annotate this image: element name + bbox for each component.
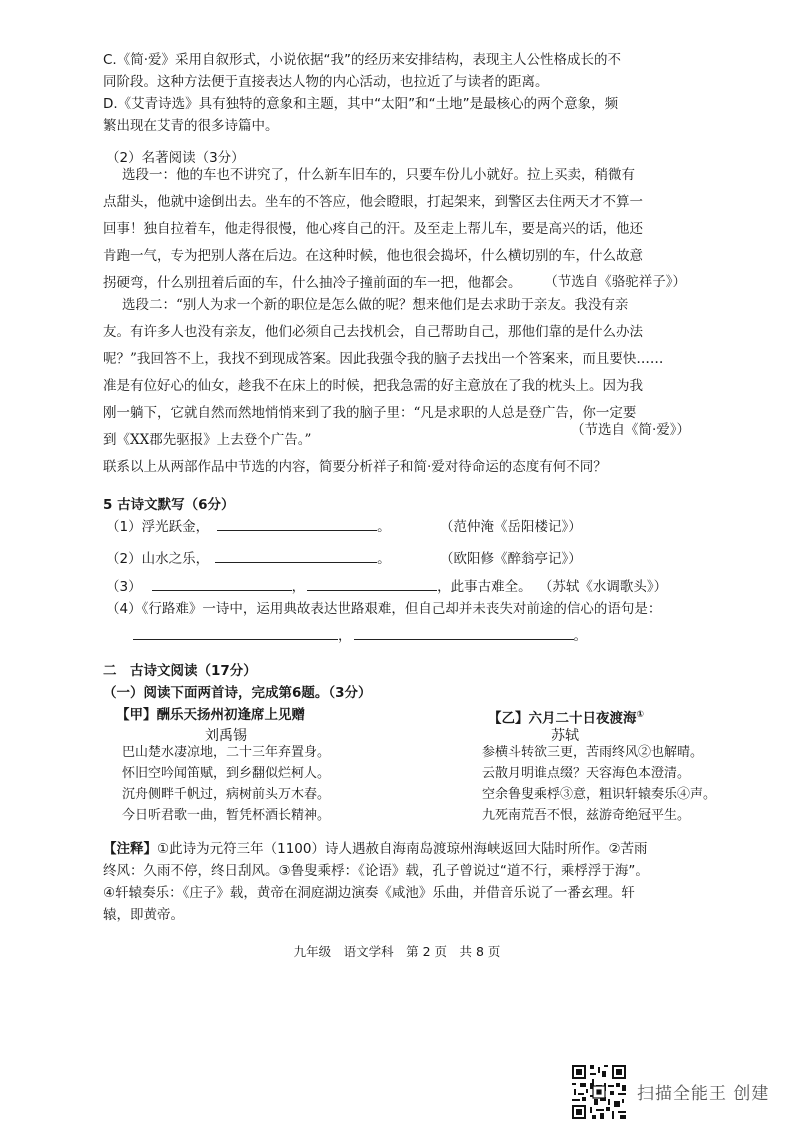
section2-heading: 二 古诗文阅读（17分）: [103, 663, 257, 679]
poem-a-author: 刘禹锡: [205, 728, 247, 744]
poem-b-author: 苏轼: [551, 728, 579, 744]
answer-blank[interactable]: [354, 625, 574, 640]
poem-a-title: 【甲】酬乐天扬州初逢席上见赠: [116, 707, 305, 723]
poem-b-line: 九死南荒吾不恨，兹游奇绝冠平生。: [482, 808, 691, 823]
excerpt1-line: 点甜头，他就中途倒出去。坐车的不答应，他会瞪眼，打起架来，到警区去住两天才不算一: [103, 194, 643, 210]
option-c-line1: C.《简·爱》采用自叙形式，小说依据“我”的经历来安排结构，表现主人公性格成长的不: [103, 52, 621, 68]
excerpt1-line: 拐硬弯，什么别扭着后面的车，什么抽冷子撞前面的车一把，他都会。: [103, 275, 522, 291]
item-separator: ，: [338, 628, 352, 644]
answer-blank[interactable]: [307, 576, 437, 591]
excerpt2-line: 到《XX郡先驱报》上去登个广告。”: [103, 432, 312, 448]
poem-b-line: 云散月明谁点缀？天容海色本澄清。: [482, 766, 691, 781]
q5-item-1: [106, 516, 391, 538]
option-d-line1: D.《艾青诗选》具有独特的意象和主题，其中“太阳”和“土地”是最核心的两个意象，频: [103, 96, 619, 112]
notes-line-1: [103, 838, 648, 860]
item-number: （4）: [106, 601, 142, 617]
item-end: 。: [377, 519, 391, 535]
subsection1-heading: （一）阅读下面两首诗，完成第6题。（3分）: [103, 685, 372, 701]
q5-item-2-source: （欧阳修《醉翁亭记》）: [440, 551, 582, 567]
page-footer: 九年级 语文学科 第 2 页 共 8 页: [293, 944, 501, 959]
notes-text: ①此诗为元符三年（1100）诗人遇赦自海南岛渡琼州海峡返回大陆时所作。②苦雨: [157, 841, 648, 857]
q5-item-4-blanks: [133, 625, 587, 647]
poem-a-line: 怀旧空吟闻笛赋，到乡翻似烂柯人。: [122, 766, 331, 781]
notes-line: ④轩辕奏乐：《庄子》载，黄帝在洞庭湖边演奏《咸池》乐曲，并借音乐说了一番玄理。轩: [103, 885, 635, 901]
excerpt2-line: 呢？”我回答不上，我找不到现成答案。因此我强令我的脑子去找出一个答案来，而且要快……: [103, 351, 664, 367]
option-c-line2: 同阶段。这种方法便于直接表达人物的内心活动，也拉近了与读者的距离。: [103, 74, 549, 90]
item-prompt: 《行路难》一诗中，运用典故表达世路艰难，但自己却并未丧失对前途的信心的语句是：: [141, 601, 662, 617]
excerpt2-line: 准是有位好心的仙女，趁我不在床上的时候，把我急需的好主意放在了我的枕头上。因为我: [103, 378, 643, 394]
excerpt1-source: （节选自《骆驼祥子》）: [544, 274, 686, 290]
q2-question: 联系以上从两部作品中节选的内容，简要分析祥子和简·爱对待命运的态度有何不同？: [103, 459, 607, 475]
answer-blank[interactable]: [133, 625, 338, 640]
item-prompt: 山水之乐，: [141, 551, 210, 567]
poem-b-title-text: 【乙】六月二十日夜渡海: [488, 710, 637, 727]
excerpt2-source: （节选自《简·爱》）: [570, 422, 690, 438]
item-number: （1）: [106, 519, 142, 535]
notes-line: 终风：久雨不停，终日刮风。③鲁叟乘桴：《论语》载，孔子曾说过“道不行，乘桴浮于海”。: [103, 863, 649, 879]
answer-blank[interactable]: [217, 516, 377, 531]
scanner-logo-text: 扫描全能王 创建: [637, 1084, 770, 1104]
item-end: ，此事古难全。: [437, 579, 532, 595]
notes-label: 【注释】: [103, 841, 157, 857]
notes-line: 辕，即黄帝。: [103, 907, 184, 923]
item-end: 。: [573, 628, 587, 644]
poem-b-line: 参横斗转欲三更，苦雨终风②也解晴。: [482, 745, 704, 760]
q5-item-4: [106, 598, 661, 620]
q2-heading: （2）名著阅读（3分）: [106, 150, 245, 166]
item-source: （苏轼《水调歌头》）: [545, 579, 668, 595]
excerpt2-line: 选段二：“别人为求一个新的职位是怎么做的呢？想来他们是去求助于亲友。我没有亲: [122, 297, 629, 313]
item-separator: ，: [291, 579, 306, 595]
poem-a-line: 沉舟侧畔千帆过，病树前头万木春。: [122, 787, 331, 802]
poem-b-line: 空余鲁叟乘桴③意，粗识轩辕奏乐④声。: [482, 787, 717, 802]
q5-item-3: [106, 576, 667, 598]
poem-a-line: 巴山楚水凄凉地，二十三年弃置身。: [122, 745, 331, 760]
option-d-line2: 繁出现在艾青的很多诗篇中。: [103, 118, 279, 134]
item-prompt: 浮光跃金，: [141, 519, 210, 535]
poem-a-line: 今日听君歌一曲，暂凭杯酒长精神。: [122, 808, 331, 823]
item-number: （3）: [106, 579, 142, 595]
footnote-marker: ①: [636, 710, 645, 720]
q5-heading: 5 古诗文默写（6分）: [103, 497, 235, 513]
q5-item-2: [106, 548, 391, 570]
answer-blank[interactable]: [215, 548, 377, 563]
excerpt2-line: 刚一躺下，它就自然而然地悄悄来到了我的脑子里：“凡是求职的人总是登广告，你一定要: [103, 405, 637, 421]
excerpt2-line: 友。有许多人也没有亲友，他们必须自己去找机会，自己帮助自己，那他们靠的是什么办法: [103, 324, 643, 340]
excerpt1-line: 选段一：他的车也不讲究了，什么新车旧车的，只要车份儿小就好。拉上买卖，稍微有: [122, 167, 635, 183]
q5-item-1-source: （范仲淹《岳阳楼记》）: [440, 519, 582, 535]
excerpt1-line: 肯跑一气，专为把别人落在后边。在这种时候，他也很会捣坏，什么横切别的车，什么故意: [103, 248, 643, 264]
answer-blank[interactable]: [152, 576, 292, 591]
excerpt1-line: 回事！独自拉着车，他走得很慢，他心疼自己的汗。及至走上帮儿车，要是高兴的话，他还: [103, 221, 643, 237]
qr-code-icon: [570, 1063, 628, 1121]
item-end: 。: [377, 551, 391, 567]
item-number: （2）: [106, 551, 142, 567]
